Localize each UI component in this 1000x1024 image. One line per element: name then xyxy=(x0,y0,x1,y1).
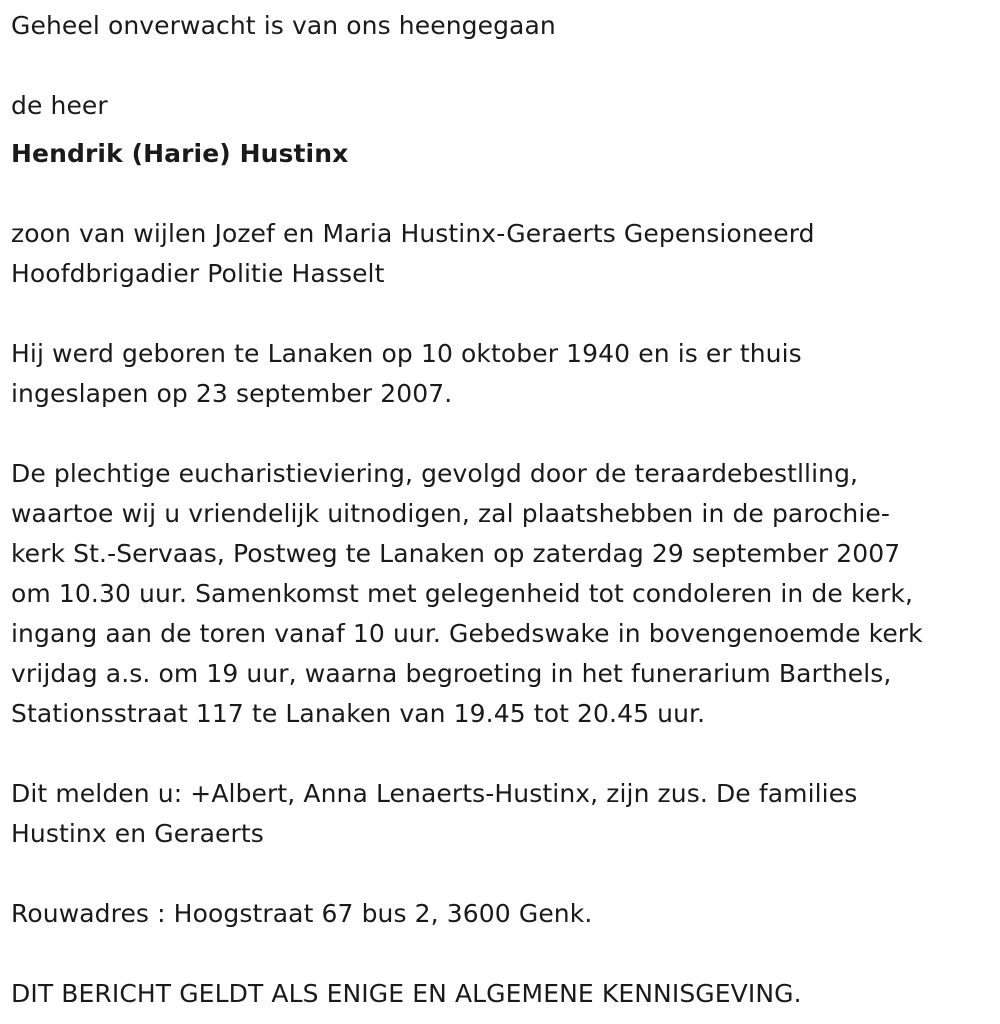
birth-text-line: Hij werd geboren te Lanaken op 10 oktober 1940 en is er thuis xyxy=(11,339,802,368)
birth-text-line: ingeslapen op 23 september 2007. xyxy=(11,379,453,408)
mourning-address: Rouwadres : Hoogstraat 67 bus 2, 3600 Genk. xyxy=(11,899,593,928)
ceremony-text-line: ingang aan de toren vanaf 10 uur. Gebedswake in bovengenoemde kerk xyxy=(11,619,923,648)
ceremony-text-line: om 10.30 uur. Samenkomst met gelegenheid tot condoleren in de kerk, xyxy=(11,579,914,608)
salutation-text: de heer xyxy=(11,91,108,120)
deceased-name: Hendrik (Harie) Hustinx xyxy=(11,139,349,168)
ceremony-text-line: vrijdag a.s. om 19 uur, waarna begroeting in het funerarium Barthels, xyxy=(11,659,892,688)
family-text-line: Dit melden u: +Albert, Anna Lenaerts-Hustinx, zijn zus. De families xyxy=(11,779,858,808)
closing-statement: DIT BERICHT GELDT ALS ENIGE EN ALGEMENE KENNISGEVING. xyxy=(11,979,802,1008)
family-text-line: Hustinx en Geraerts xyxy=(11,819,264,848)
ceremony-text-line: waartoe wij u vriendelijk uitnodigen, zal plaatshebben in de parochie- xyxy=(11,499,890,528)
parents-text-line: Hoofdbrigadier Politie Hasselt xyxy=(11,259,385,288)
ceremony-text-line: De plechtige eucharistieviering, gevolgd door de teraardebestlling, xyxy=(11,459,859,488)
ceremony-text-line: Stationsstraat 117 te Lanaken van 19.45 tot 20.45 uur. xyxy=(11,699,706,728)
parents-text-line: zoon van wijlen Jozef en Maria Hustinx-Geraerts Gepensioneerd xyxy=(11,219,815,248)
intro-text: Geheel onverwacht is van ons heengegaan xyxy=(11,11,556,40)
ceremony-text-line: kerk St.-Servaas, Postweg te Lanaken op zaterdag 29 september 2007 xyxy=(11,539,901,568)
